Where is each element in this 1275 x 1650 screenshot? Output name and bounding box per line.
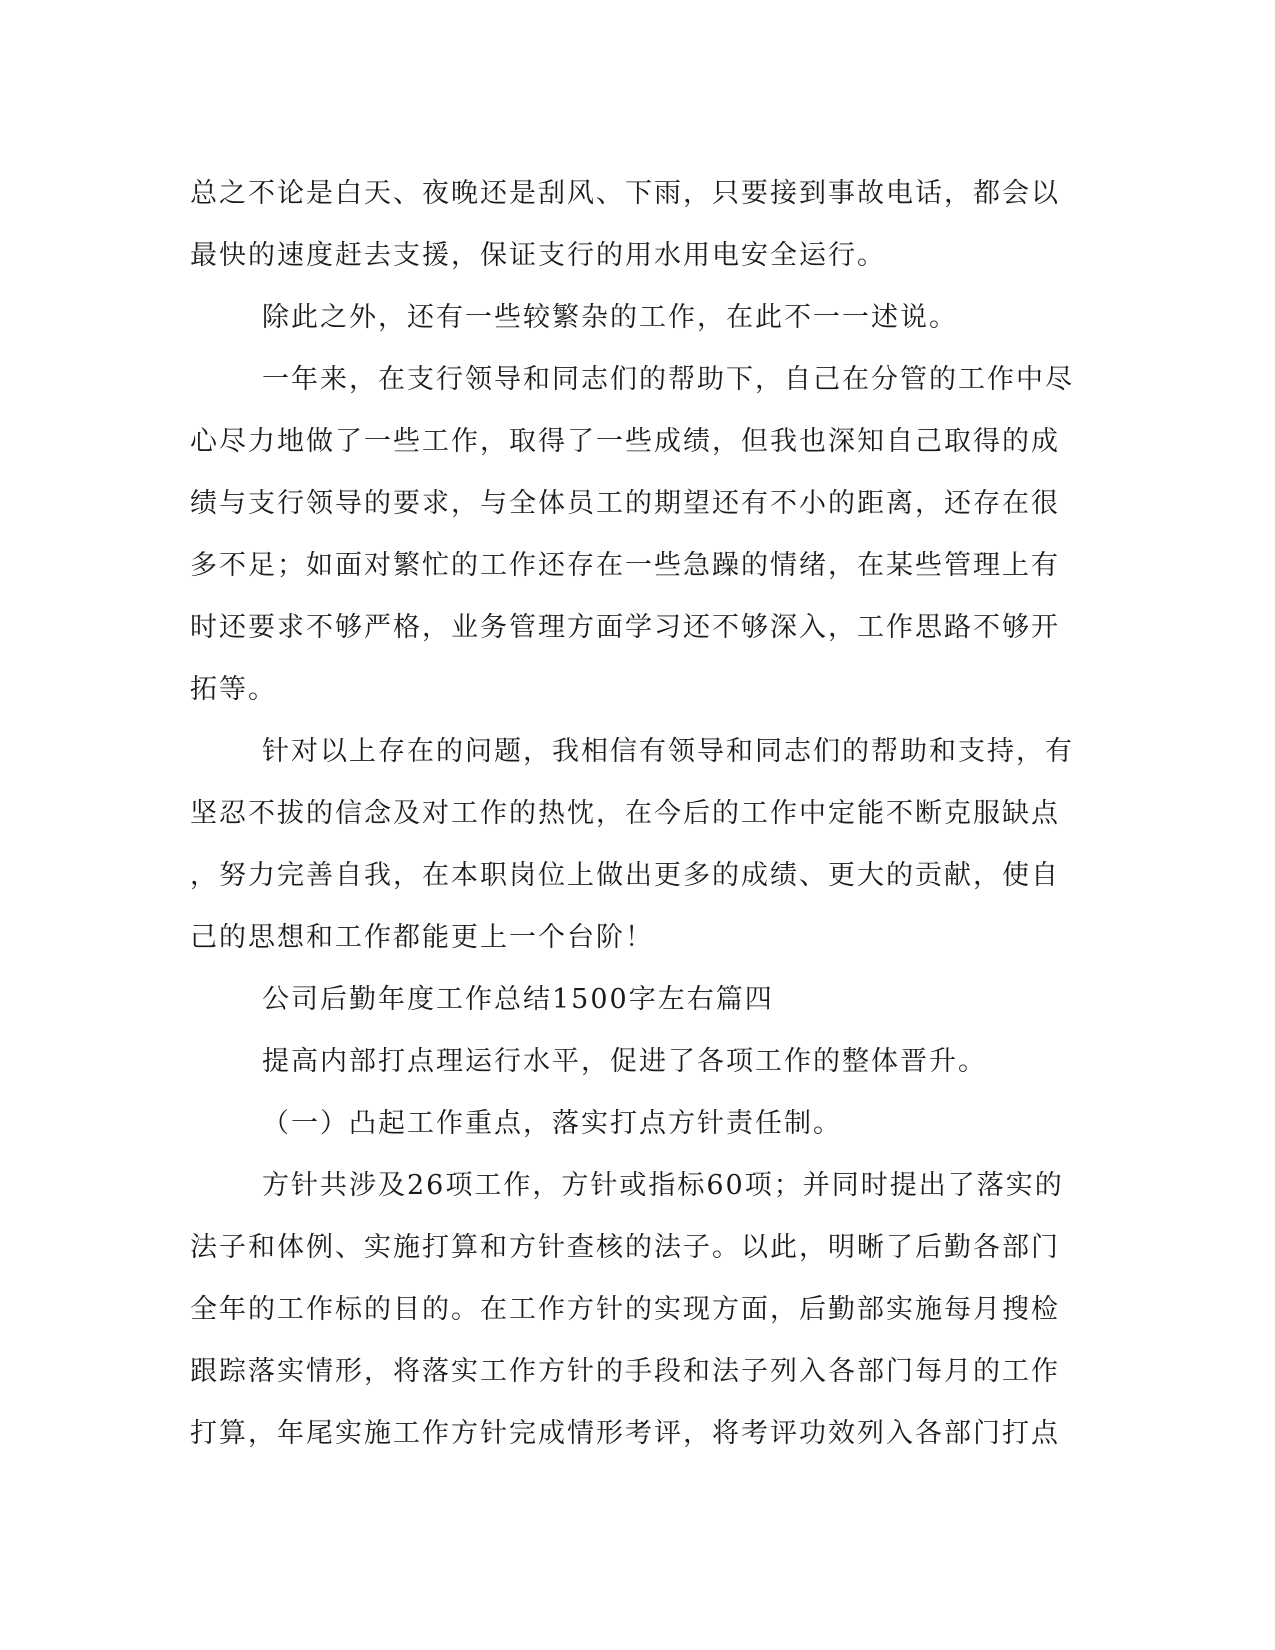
text-line: 跟踪落实情形，将落实工作方针的手段和法子列入各部门每月的工作 [190,1356,1060,1387]
text-line: 打算，年尾实施工作方针完成情形考评，将考评功效列入各部门打点 [190,1418,1060,1449]
text-line: 针对以上存在的问题，我相信有领导和同志们的帮助和支持，有 [262,736,1074,767]
text-line: 全年的工作标的目的。在工作方针的实现方面，后勤部实施每月搜检 [190,1294,1060,1325]
text-line: 方针共涉及26项工作，方针或指标60项；并同时提出了落实的 [262,1170,1064,1201]
text-line: 法子和体例、实施打算和方针查核的法子。以此，明晰了后勤各部门 [190,1232,1060,1263]
document-body [190,163,1090,1465]
text-line: 最快的速度赶去支援，保证支行的用水用电安全运行。 [190,240,886,271]
text-line: 多不足；如面对繁忙的工作还存在一些急躁的情绪，在某些管理上有 [190,550,1060,581]
text-line: 总之不论是白天、夜晚还是刮风、下雨，只要接到事故电话，都会以 [190,178,1060,209]
text-line: 坚忍不拔的信念及对工作的热忱，在今后的工作中定能不断克服缺点 [190,798,1060,829]
text-line: 己的思想和工作都能更上一个台阶！ [190,922,654,953]
text-line: 公司后勤年度工作总结1500字左右篇四 [262,984,774,1015]
text-line: 一年来，在支行领导和同志们的帮助下，自己在分管的工作中尽 [262,364,1074,395]
text-line: ，努力完善自我，在本职岗位上做出更多的成绩、更大的贡献，使自 [190,860,1060,891]
text-line: 时还要求不够严格，业务管理方面学习还不够深入，工作思路不够开 [190,612,1060,643]
text-line: 拓等。 [190,674,277,705]
text-line: 提高内部打点理运行水平，促进了各项工作的整体晋升。 [262,1046,987,1077]
text-line: 心尽力地做了一些工作，取得了一些成绩，但我也深知自己取得的成 [190,426,1060,457]
text-line: 除此之外，还有一些较繁杂的工作，在此不一一述说。 [262,302,958,333]
text-line: 绩与支行领导的要求，与全体员工的期望还有不小的距离，还存在很 [190,488,1060,519]
text-line: （一）凸起工作重点，落实打点方针责任制。 [262,1108,842,1139]
